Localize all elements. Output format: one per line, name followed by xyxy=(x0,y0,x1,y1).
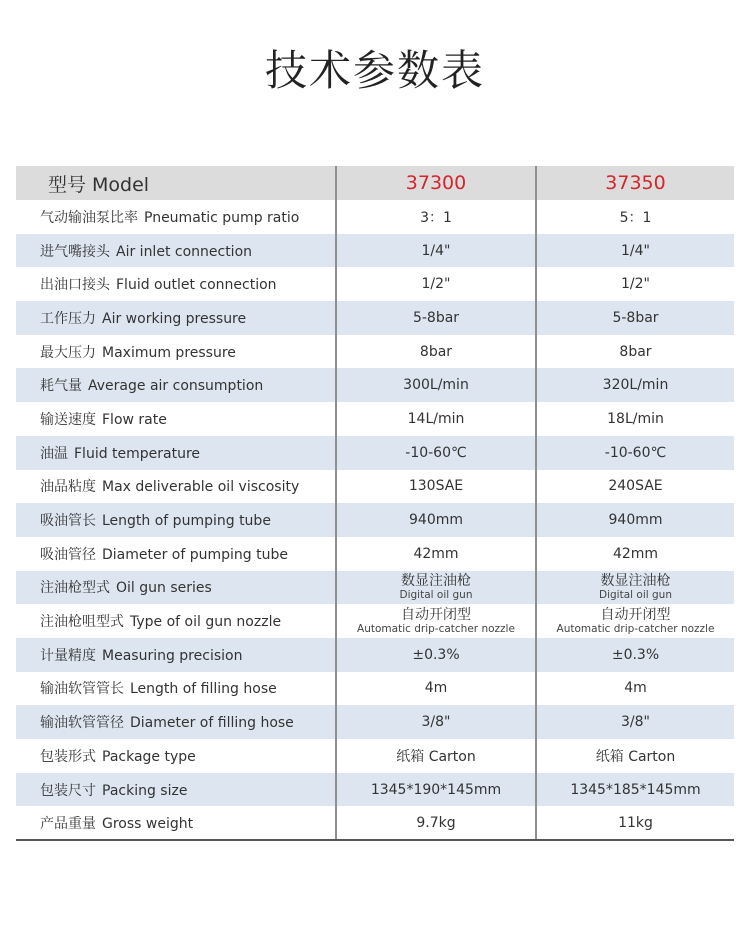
table-row xyxy=(16,672,734,706)
row-value-37350: 11kg xyxy=(536,806,734,840)
header-model-label: 型号 Model xyxy=(16,166,336,200)
row-value-37350 xyxy=(536,571,734,605)
row-value-37300: 纸箱 Carton xyxy=(336,739,536,773)
table-row xyxy=(16,470,734,504)
row-label-cn: 输送速度 xyxy=(40,411,96,428)
row-label xyxy=(16,705,336,739)
row-value-37300: 1/2" xyxy=(336,267,536,301)
row-label-en: Fluid outlet connection xyxy=(116,277,277,294)
row-value-37350: 940mm xyxy=(536,503,734,537)
row-label xyxy=(16,234,336,268)
row-label-en: Diameter of filling hose xyxy=(130,715,294,732)
row-label xyxy=(16,739,336,773)
row-label-cn: 包装尺寸 xyxy=(40,782,96,799)
row-value-37300: 4m xyxy=(336,672,536,706)
row-label-en: Length of pumping tube xyxy=(102,513,271,530)
row-label-en: Average air consumption xyxy=(88,378,264,395)
row-label-en: Gross weight xyxy=(102,815,194,832)
row-value-main: 数显注油枪 xyxy=(600,572,671,589)
row-value-sub: Digital oil gun xyxy=(599,588,672,601)
header-model-37350: 37350 xyxy=(536,166,734,200)
row-label-cn: 出油口接头 xyxy=(40,277,110,294)
row-label-en: Fluid temperature xyxy=(74,445,201,462)
row-value-main: 数显注油枪 xyxy=(401,572,471,589)
row-value-37300: 3/8" xyxy=(336,705,536,739)
page-title: 技术参数表 xyxy=(264,46,485,95)
row-value-37350: 1/2" xyxy=(536,267,734,301)
row-label xyxy=(16,806,336,840)
row-label-en: Max deliverable oil viscosity xyxy=(102,479,300,496)
table-row xyxy=(16,604,734,638)
row-label-en: Measuring precision xyxy=(102,647,243,664)
table-row xyxy=(16,739,734,773)
row-value-37350: 320L/min xyxy=(536,368,734,402)
row-value-37300: ±0.3% xyxy=(336,638,536,672)
row-label-cn: 计量精度 xyxy=(40,647,96,664)
table-row xyxy=(16,806,734,840)
row-label xyxy=(16,436,336,470)
row-label-cn: 耗气量 xyxy=(40,378,82,395)
row-value-37300: 42mm xyxy=(336,537,536,571)
row-label-en: Diameter of pumping tube xyxy=(102,546,288,563)
table-row xyxy=(16,436,734,470)
row-value-37350: 5：1 xyxy=(536,200,734,234)
row-value-37350 xyxy=(536,604,734,638)
row-value-37350: ±0.3% xyxy=(536,638,734,672)
row-label xyxy=(16,604,336,638)
table-row xyxy=(16,301,734,335)
row-value-37300: -10-60℃ xyxy=(336,436,536,470)
row-label-cn: 吸油管长 xyxy=(40,513,96,530)
row-label-cn: 油品粘度 xyxy=(40,479,96,496)
row-label-cn: 输油软管管长 xyxy=(40,681,124,698)
row-label-cn: 产品重量 xyxy=(40,815,96,832)
row-value-37350: -10-60℃ xyxy=(536,436,734,470)
row-value-37300: 130SAE xyxy=(336,470,536,504)
table-row xyxy=(16,705,734,739)
row-value-37300: 14L/min xyxy=(336,402,536,436)
row-label xyxy=(16,638,336,672)
row-value-sub: Automatic drip-catcher nozzle xyxy=(556,622,715,635)
table-row xyxy=(16,234,734,268)
row-label xyxy=(16,301,336,335)
row-value-sub: Automatic drip-catcher nozzle xyxy=(357,622,515,635)
row-label-en: Air working pressure xyxy=(102,310,247,327)
row-label xyxy=(16,267,336,301)
table-row xyxy=(16,773,734,807)
table-row xyxy=(16,267,734,301)
row-value-37350: 3/8" xyxy=(536,705,734,739)
row-label xyxy=(16,368,336,402)
row-label-en: Length of filling hose xyxy=(130,681,277,698)
row-value-37300: 8bar xyxy=(336,335,536,369)
row-label xyxy=(16,503,336,537)
row-value-37350: 18L/min xyxy=(536,402,734,436)
row-value-37350: 1/4" xyxy=(536,234,734,268)
row-label xyxy=(16,200,336,234)
row-value-37300: 9.7kg xyxy=(336,806,536,840)
row-value-main: 自动开闭型 xyxy=(401,606,471,623)
row-label-cn: 工作压力 xyxy=(40,310,96,327)
row-value-37300: 940mm xyxy=(336,503,536,537)
row-label xyxy=(16,402,336,436)
row-label-cn: 注油枪咀型式 xyxy=(40,614,124,631)
row-label-cn: 油温 xyxy=(40,445,68,462)
table-row xyxy=(16,503,734,537)
table-row xyxy=(16,335,734,369)
table-row xyxy=(16,571,734,605)
table-row xyxy=(16,200,734,234)
row-label-en: Maximum pressure xyxy=(102,344,236,361)
row-label-cn: 吸油管径 xyxy=(40,546,96,563)
row-label-en: Flow rate xyxy=(102,411,167,428)
row-label-cn: 最大压力 xyxy=(40,344,96,361)
row-value-37350: 8bar xyxy=(536,335,734,369)
row-value-37350: 5-8bar xyxy=(536,301,734,335)
row-label-en: Oil gun series xyxy=(116,580,212,597)
row-value-37350: 42mm xyxy=(536,537,734,571)
row-label-cn: 气动输油泵比率 xyxy=(40,209,138,226)
row-label-cn: 包装形式 xyxy=(40,748,96,765)
row-value-main: 自动开闭型 xyxy=(600,606,671,623)
row-label-cn: 进气嘴接头 xyxy=(40,243,110,260)
row-value-37300 xyxy=(336,571,536,605)
row-label xyxy=(16,571,336,605)
row-label-en: Air inlet connection xyxy=(116,243,253,260)
row-label xyxy=(16,773,336,807)
row-value-37350: 纸箱 Carton xyxy=(536,739,734,773)
table-row xyxy=(16,638,734,672)
header-model-37300: 37300 xyxy=(336,166,536,200)
row-label-en: Package type xyxy=(102,748,196,765)
row-value-37350: 1345*185*145mm xyxy=(536,773,734,807)
table-row xyxy=(16,537,734,571)
row-label xyxy=(16,672,336,706)
table-row xyxy=(16,368,734,402)
row-value-37300: 300L/min xyxy=(336,368,536,402)
row-value-37350: 4m xyxy=(536,672,734,706)
table-row xyxy=(16,402,734,436)
table-header-row xyxy=(16,166,734,200)
row-value-37300: 3：1 xyxy=(336,200,536,234)
row-label-en: Type of oil gun nozzle xyxy=(130,614,282,631)
row-label-en: Packing size xyxy=(102,782,188,799)
row-label xyxy=(16,537,336,571)
row-value-sub: Digital oil gun xyxy=(399,588,473,601)
row-value-37300: 5-8bar xyxy=(336,301,536,335)
row-label-cn: 注油枪型式 xyxy=(40,580,110,597)
row-value-37300: 1/4" xyxy=(336,234,536,268)
row-label xyxy=(16,470,336,504)
row-label-cn: 输油软管管径 xyxy=(40,715,124,732)
row-label-en: Pneumatic pump ratio xyxy=(144,209,300,226)
row-value-37300: 1345*190*145mm xyxy=(336,773,536,807)
row-label xyxy=(16,335,336,369)
row-value-37350: 240SAE xyxy=(536,470,734,504)
spec-table xyxy=(16,166,734,841)
row-value-37300 xyxy=(336,604,536,638)
